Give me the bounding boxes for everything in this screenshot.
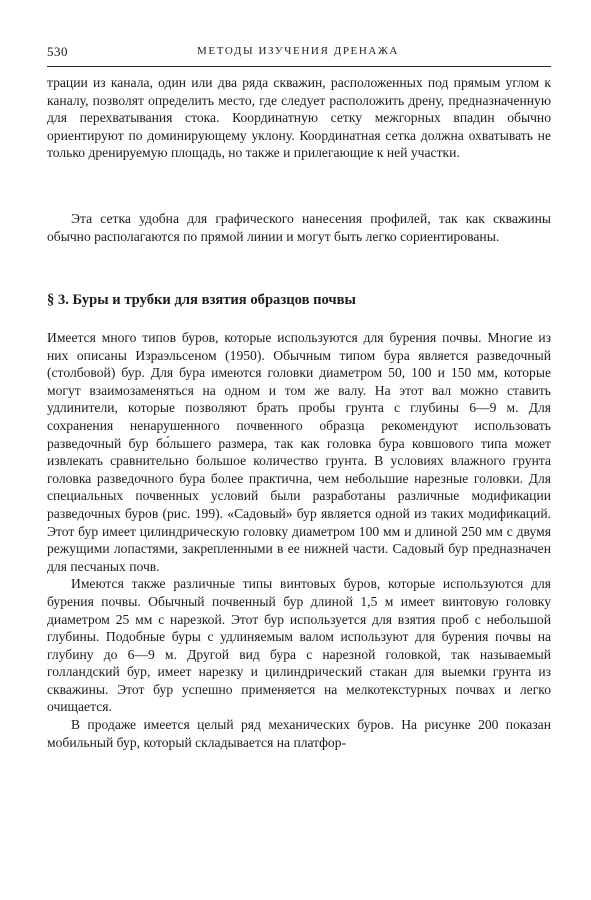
paragraph: Имеются также различные типы винтовых буров, которые используются для бурения почвы. Обычный почвенный бур длиной 1,5 м имеет винтовую головку диаметром 25 мм с нарезкой. Этот бур используется для взятия проб с небольшой глубины. Подобные буры с удлиняемым валом используют для бурения почвы на глубину до 6—9 м. Другой вид бура с нарезной головкой, так называемый голландский бур, имеет нарезку и цилиндрический стакан для выемки грунта из скважины. Этот бур успешно применяется на мелкотекстурных почвах и легко очищается. xyxy=(47,576,551,715)
page-number: 530 xyxy=(47,44,68,59)
text-block-grid-note xyxy=(47,210,551,245)
paragraph: трации из канала, один или два ряда скважин, расположенных под прямым углом к каналу, позволят определить место, где следует расположить дрену, предназначенную для перехватывания стока. Координатную сетку межгорных впадин обычно ориентируют по доминирующему уклону. Координатная сетка должна охватывать не только дренируемую площадь, но также и прилегающие к ней участки. xyxy=(47,75,551,161)
page-header xyxy=(47,44,551,64)
paragraph: Эта сетка удобна для графического нанесения профилей, так как скважины обычно располагаются по прямой линии и могут быть легко сориентированы. xyxy=(47,211,551,244)
header-rule xyxy=(47,66,551,67)
running-head: МЕТОДЫ ИЗУЧЕНИЯ ДРЕНАЖА xyxy=(197,45,399,57)
paragraph: Имеется много типов буров, которые используются для бурения почвы. Многие из них описаны Израэльсеном (1950). Обычным типом бура является разведочный (столбовой) бур. Для бура имеются головки диаметром 50, 100 и 150 мм, которые могут взаимозаменяться на одном и том же валу. На этот вал можно ставить удлинители, которые позволяют брать пробы грунта с глубины 6—9 м. Для сохранения ненарушенного почвенного образца рекомендуют использовать разведочный бур бо́льшего размера, так как головка бура ковшового типа может извлекать сравнительно большое количество грунта. В условиях влажного грунта головка разведочного бура более практична, чем небольшие нарезные головки. Для специальных почвенных условий были разработаны различные модификации разведочных буров (рис. 199). «Садовый» бур является одной из таких модификаций. Этот бур имеет цилиндрическую головку диаметром 100 мм и длиной 250 мм с двумя режущими лопастями, закрепленными в ее нижней части. Садовый бур предназначен для песчаных почв. xyxy=(47,330,551,574)
section-heading: § 3. Буры и трубки для взятия образцов почвы xyxy=(47,292,356,308)
paragraph: В продаже имеется целый ряд механических буров. На рисунке 200 показан мобильный бур, который складывается на платфор- xyxy=(47,717,551,750)
text-block-section-body xyxy=(47,329,551,751)
text-block-continuation xyxy=(47,74,551,162)
